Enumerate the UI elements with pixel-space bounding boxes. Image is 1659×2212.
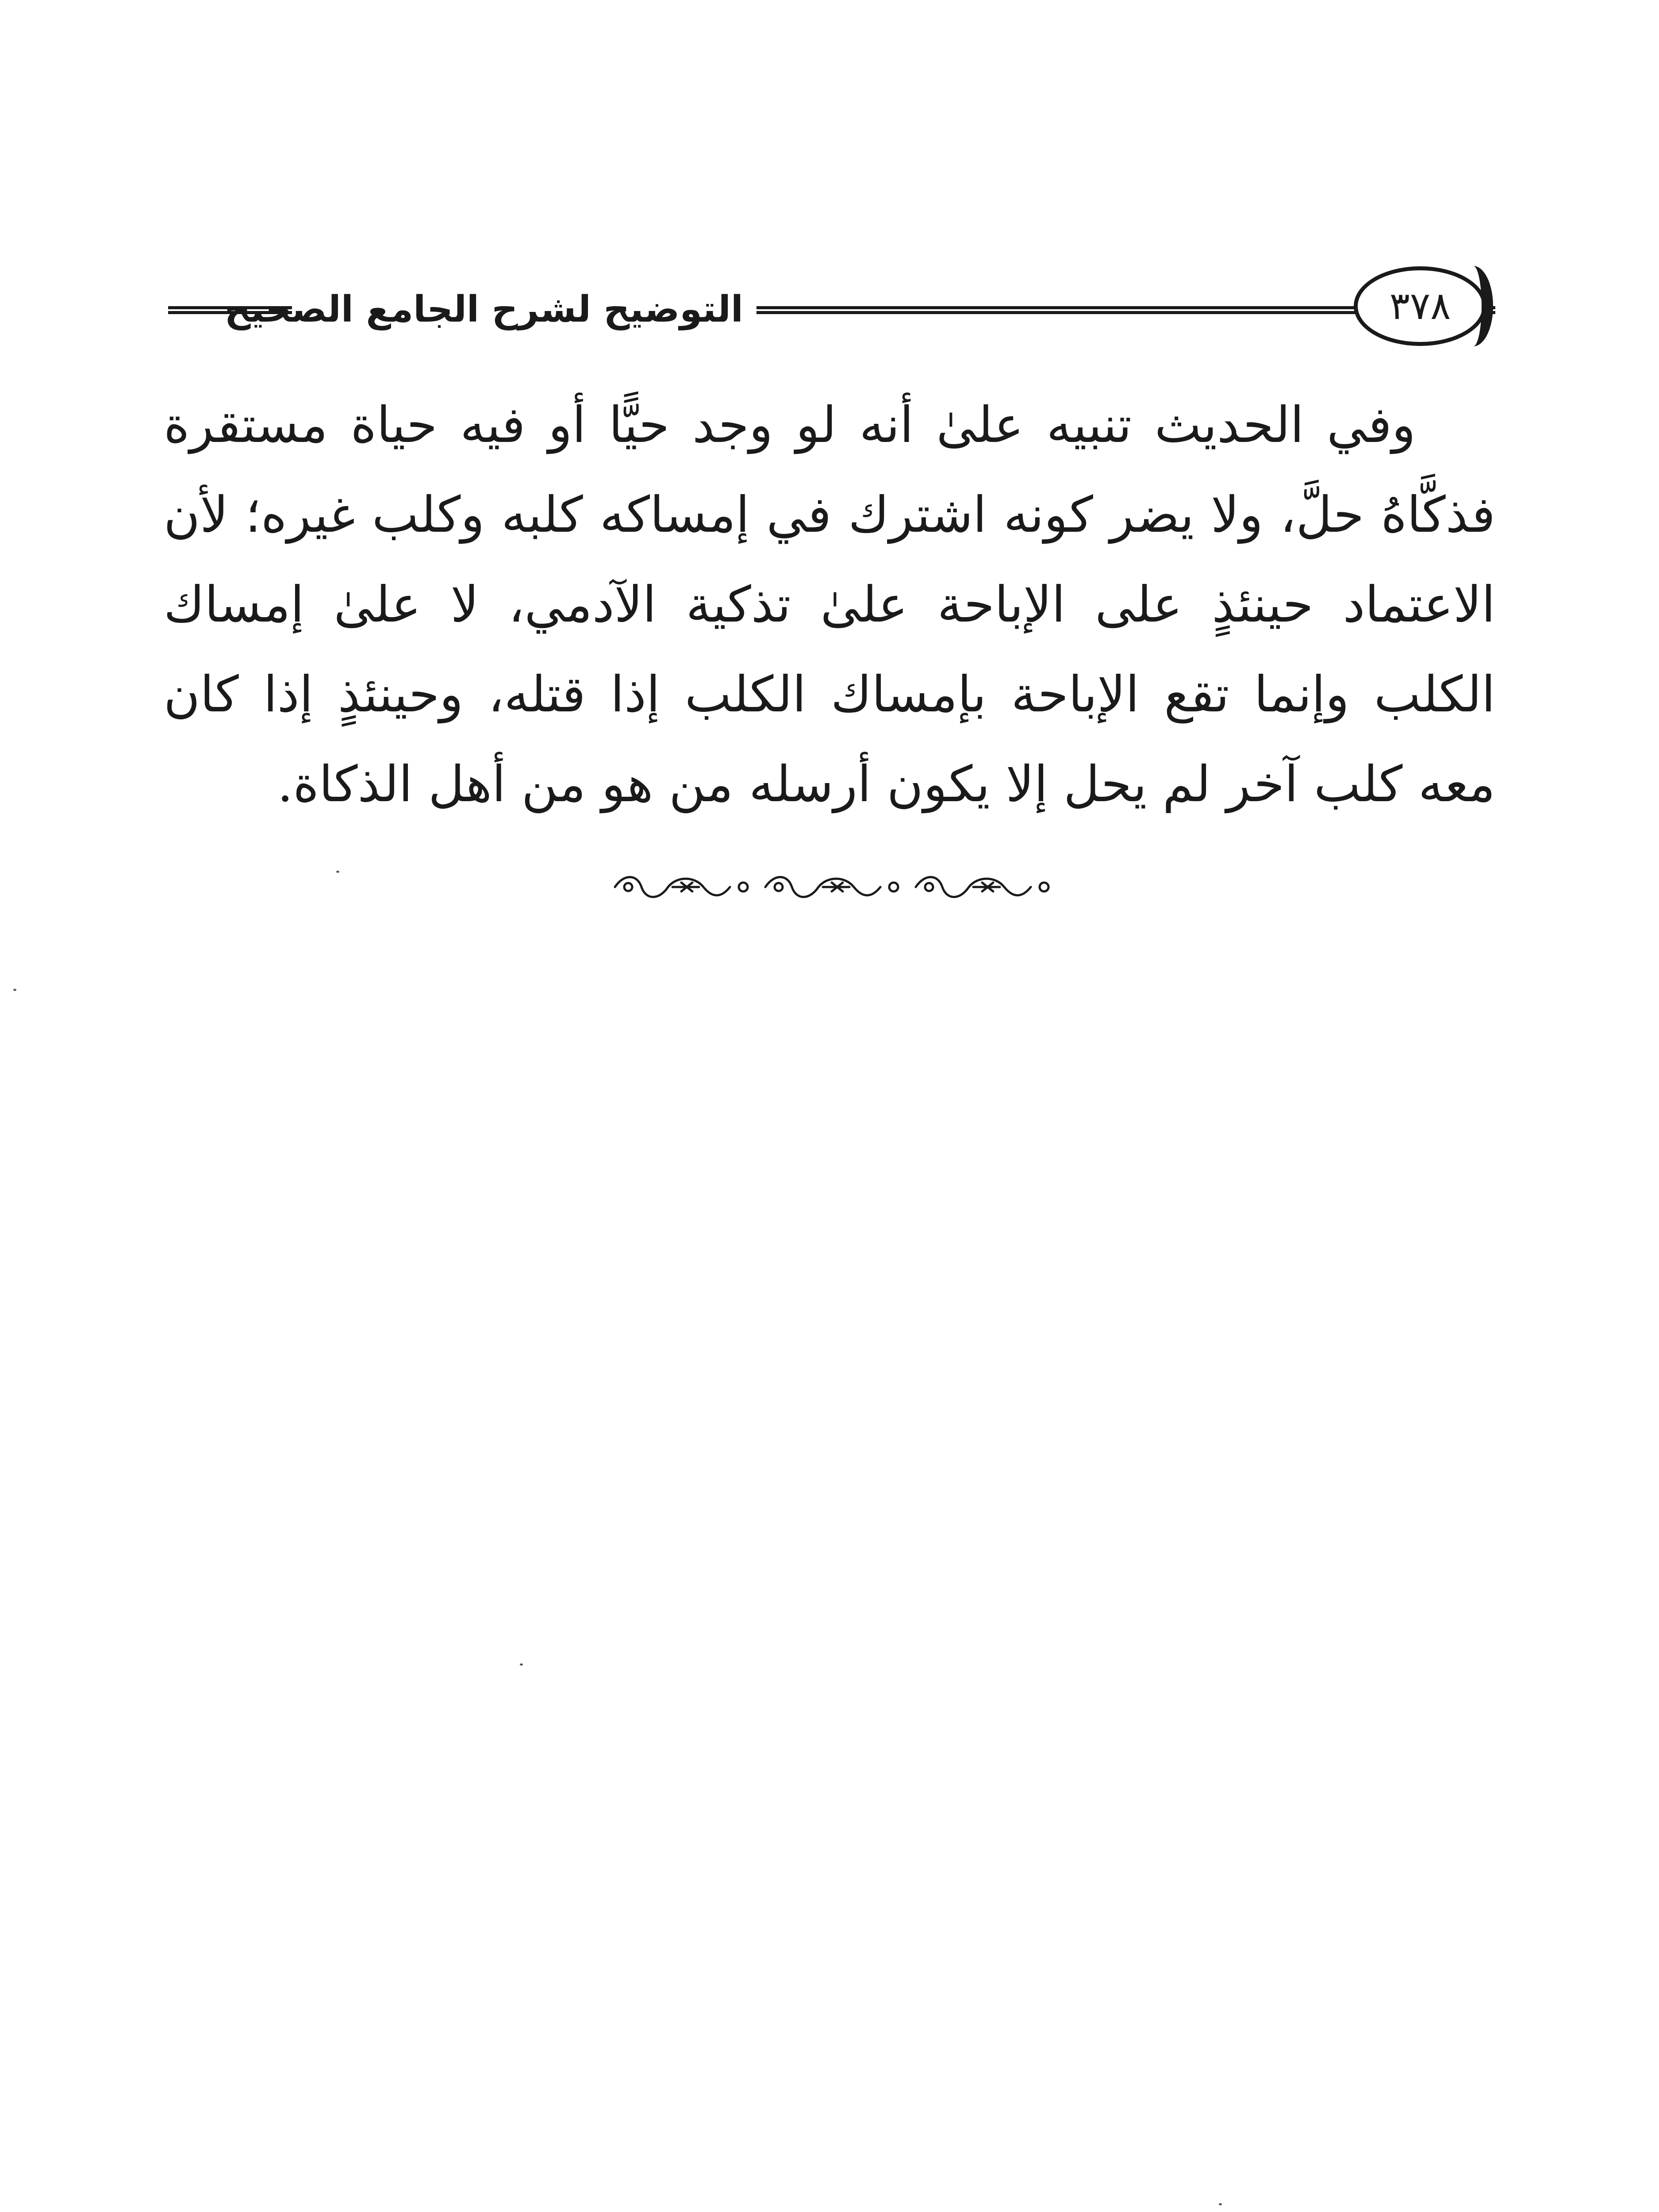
header-rule-middle xyxy=(757,306,1416,314)
body-paragraph xyxy=(164,380,1495,830)
book-title: التوضيح لشرح الجامع الصحيح xyxy=(224,288,743,330)
paragraph-text: وفي الحديث تنبيه علىٰ أنه لو وجد حيًّا أو فيه حياة مستقرة فذكَّاهُ حلَّ، ولا يضر كونه اشترك في إمساكه كلبه وكلب غيره؛ لأن الاعتماد حينئذٍ على الإباحة علىٰ تذكية الآدمي، لا علىٰ إمساك الكلب وإنما تقع الإباحة بإمساك الكلب إذا قتله، وحينئذٍ إذا كان معه كلب آخر لم يحل إلا يكون أرسله من هو من أهل الذكاة. xyxy=(164,396,1496,813)
page-number-badge xyxy=(1354,266,1486,346)
running-header xyxy=(168,257,1495,367)
scan-speck xyxy=(1219,2203,1222,2205)
scan-speck xyxy=(336,871,339,873)
page-number: ٣٧٨ xyxy=(1389,284,1451,328)
scan-speck xyxy=(13,989,16,991)
floral-divider-icon xyxy=(611,869,1057,905)
scan-speck xyxy=(520,1663,523,1666)
